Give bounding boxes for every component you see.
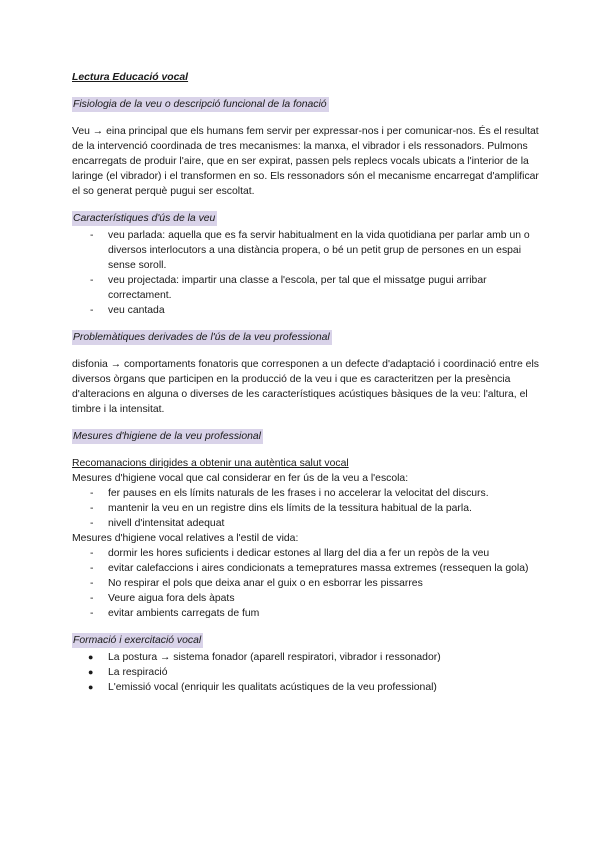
section-heading-text: Problemàtiques derivades de l'ús de la veu professional [73, 332, 330, 343]
list-item: - veu cantada [72, 303, 540, 318]
section-heading-caracteristiques [72, 211, 540, 226]
section-heading-text: Formació i exercitació vocal [73, 635, 202, 646]
list-item: - dormir les hores suficients i dedicar estones al llarg del dia a fer un repòs de la veu [72, 546, 540, 561]
subheading-recomanacions: Recomanacions dirigides a obtenir una autèntica salut vocal [72, 458, 349, 469]
list-item: - evitar calefaccions i aires condicionats a temepratures massa extremes (ressequen la gola) [72, 561, 540, 576]
section-heading-text: Característiques d'ús de la veu [73, 213, 216, 224]
section-heading-text: Mesures d'higiene de la veu professional [73, 431, 261, 442]
intro-mesures-estil: Mesures d'higiene vocal relatives a l'estil de vida: [72, 533, 299, 544]
list-item: - mantenir la veu en un registre dins els límits de la tessitura habitual de la parla. [72, 501, 540, 516]
list-item: - veu projectada: impartir una classe a l'escola, per tal que el missatge pugui arribar correctament. [72, 273, 540, 303]
section-heading-mesures [72, 429, 540, 444]
paragraph-disfonia: disfonia → comportaments fonatoris que corresponen a un defecte d'adaptació i coordinació entre els diversos òrgans que participen en la producció de la veu i que es caracteritzen per la presència d'alteracions en alguna o diverses de les característiques acústiques bàsiques de la veu: l'altura, el timbre i la intensitat. [72, 359, 539, 415]
list-caracteristiques [72, 228, 540, 318]
paragraph-veu: Veu → eina principal que els humans fem servir per expressar-nos i per comunicar-nos. És el resultat de la intervenció coordinada de tres mecanismes: la manxa, el vibrador i els ressonadors. Pulmons encarregats de produir l'aire, que en ser expirat, passen pels replecs vocals ubicats a l'interior de la laringe (el vibrador) i el transformen en so. Els ressonadors són el mecanisme encarregat d'amplificar el so generat perquè pugui ser escoltat. [72, 126, 539, 197]
section-heading-fisiologia [72, 97, 540, 112]
list-item: - nivell d'intensitat adequat [72, 516, 540, 531]
list-mesures-escola [72, 486, 540, 531]
list-item: - No respirar el pols que deixa anar el guix o en esborrar les pissarres [72, 576, 540, 591]
list-item: - Veure aigua fora dels àpats [72, 591, 540, 606]
list-mesures-estil [72, 546, 540, 621]
section-heading-formacio [72, 633, 540, 648]
intro-mesures-escola: Mesures d'higiene vocal que cal considerar en fer ús de la veu a l'escola: [72, 473, 409, 484]
list-item: - fer pauses en els límits naturals de les frases i no accelerar la velocitat del discurs. [72, 486, 540, 501]
list-item: ● L'emissió vocal (enriquir les qualitats acústiques de la veu professional) [72, 680, 540, 695]
section-heading-problematiques [72, 330, 540, 345]
list-item: - veu parlada: aquella que es fa servir habitualment en la vida quotidiana per parlar amb un o diversos interlocutors a una distància propera, o bé un petit grup de persones en un espai sense soroll. [72, 228, 540, 273]
list-formacio [72, 650, 540, 695]
list-item: ● La respiració [72, 665, 540, 680]
section-heading-text: Fisiologia de la veu o descripció funcional de la fonació [73, 99, 327, 110]
document-title: Lectura Educació vocal [72, 72, 189, 83]
list-item: ● La postura → sistema fonador (aparell respiratori, vibrador i ressonador) [72, 650, 540, 665]
list-item: - evitar ambients carregats de fum [72, 606, 540, 621]
